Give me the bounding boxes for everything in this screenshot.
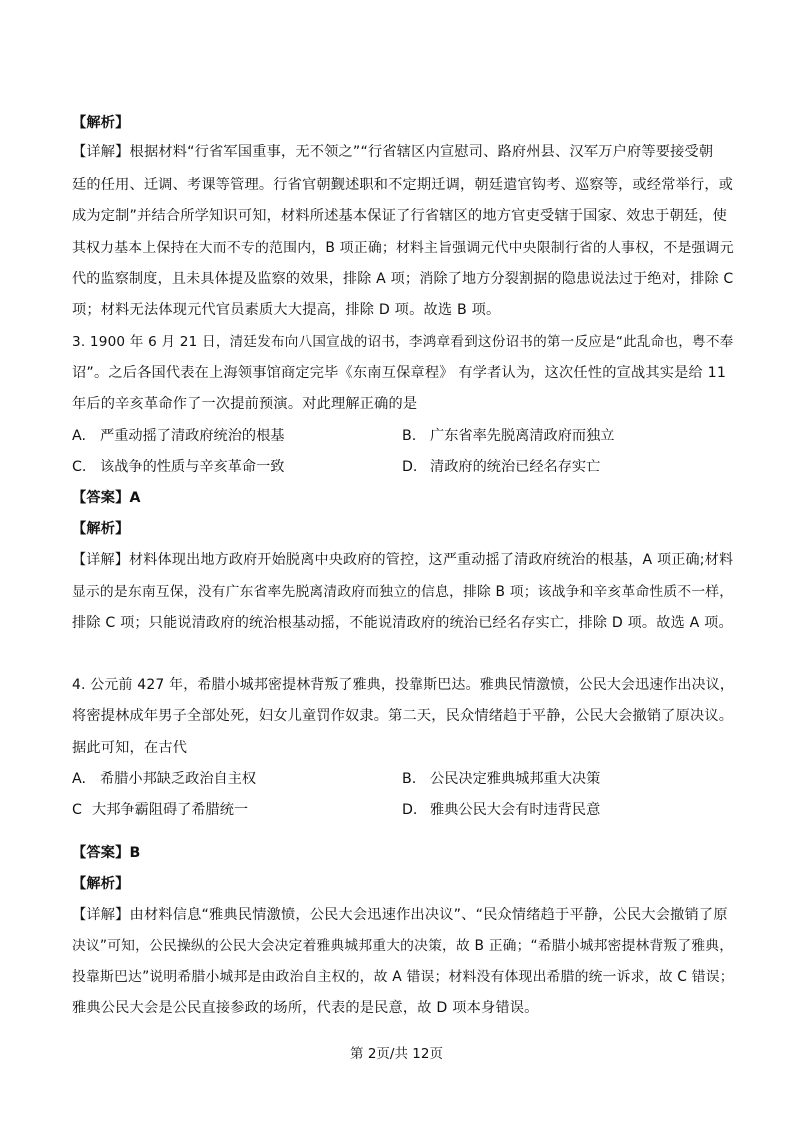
q2-analysis-heading: 【解析】 [72,115,130,131]
option-letter: A. [72,428,86,444]
q3-detail-line: 排除 C 项；只能说清政府的统治根基动摇，不能说清政府的统治已经名存实亡，排除 D 项。故选 A 项。 [72,615,733,631]
q4-option-c [72,801,248,819]
option-letter: D. [402,459,418,475]
q4-answer: 【答案】B [72,845,141,861]
q3-stem-line: 诏”。之后各国代表在上海领事馆商定完毕《东南互保章程》 有学者认为，这次任性的宣战其实是给 11 [72,365,727,381]
q3-detail-line: 【详解】材料体现出地方政府开始脱离中央政府的管控，这严重动摇了清政府统治的根基，A 项正确;材料 [72,552,734,568]
option-letter: C [72,802,82,818]
q2-detail-line: 项；材料无法体现元代官员素质大大提高，排除 D 项。故选 B 项。 [72,302,501,318]
q3-option-c [72,458,284,476]
option-letter: A. [72,771,86,787]
option-text: 雅典公民大会有时违背民意 [430,802,601,818]
option-text: 大邦争霸阻碍了希腊统一 [92,802,249,818]
option-letter: B. [402,428,417,444]
q4-stem-line: 4. 公元前 427 年，希腊小城邦密提林背叛了雅典，投靠斯巴达。雅典民情激愤，公民大会迅速作出决议， [72,677,734,693]
q3-analysis-heading: 【解析】 [72,521,130,537]
option-text: 该战争的性质与辛亥革命一致 [100,459,285,475]
q4-option-a [72,770,256,788]
q3-option-a [72,427,284,445]
option-text: 严重动摇了清政府统治的根基 [100,428,285,444]
q4-detail-line: 投靠斯巴达”说明希腊小城邦是由政治自主权的，故 A 错误；材料没有体现出希腊的统一诉求，故 C 错误； [72,969,734,985]
q4-detail-line: 决议”可知，公民操纵的公民大会决定着雅典城邦重大的决策，故 B 正确；“希腊小城邦密提林背叛了雅典， [72,938,734,954]
q4-stem-line: 据此可知，在古代 [72,740,188,756]
q2-detail-line: 【详解】根据材料“行省军国重事，无不领之”“行省辖区内宣慰司、路府州县、汉军万户府等要接受朝 [72,144,714,160]
q3-option-d [402,458,600,476]
option-text: 广东省率先脱离清政府而独立 [430,428,615,444]
option-letter: B. [402,771,417,787]
q4-option-d [402,801,600,819]
q4-detail-line: 【详解】由材料信息“雅典民情激愤，公民大会迅速作出决议”、“民众情绪趋于平静，公民大会撤销了原 [72,907,728,923]
page-number-footer: 第 2页/共 12页 [350,1046,443,1062]
q3-option-b [402,427,614,445]
q4-stem-line: 将密提林成年男子全部处死，妇女儿童罚作奴隶。第二天，民众情绪趋于平静，公民大会撤销了原决议。 [72,708,734,724]
option-letter: C. [72,459,87,475]
q4-analysis-heading: 【解析】 [72,876,130,892]
option-text: 希腊小邦缺乏政治自主权 [100,771,257,787]
q3-answer: 【答案】A [72,490,141,506]
q3-stem-line: 年后的辛亥革命作了一次提前预演。对此理解正确的是 [72,396,418,412]
q2-detail-line: 其权力基本上保持在大而不专的范围内，B 项正确；材料主旨强调元代中央限制行省的人事权，不是强调元 [72,240,734,256]
option-text: 公民决定雅典城邦重大决策 [430,771,601,787]
q2-detail-line: 成为定制”并结合所学知识可知，材料所述基本保证了行省辖区的地方官吏受辖于国家、效忠于朝廷，使 [72,208,727,224]
option-letter: D. [402,802,418,818]
q4-option-b [402,770,600,788]
q2-detail-line: 廷的任用、迁调、考课等管理。行省官朝觐述职和不定期迁调，朝廷遣官钩考、巡察等，或经常举行，或 [72,177,734,193]
q3-stem-line: 3. 1900 年 6 月 21 日，清廷发布向八国宣战的诏书，李鸿章看到这份诏书的第一反应是“此乱命也，粤不奉 [72,334,734,350]
q3-detail-line: 显示的是东南互保，没有广东省率先脱离清政府而独立的信息，排除 B 项；该战争和辛亥革命性质不一样， [72,584,734,600]
q2-detail-line: 代的监察制度，且未具体提及监察的效果，排除 A 项；消除了地方分裂割据的隐患说法过于绝对，排除 C [72,271,734,287]
q4-detail-line: 雅典公民大会是公民直接参政的场所，代表的是民意，故 D 项本身错误。 [72,1000,539,1016]
option-text: 清政府的统治已经名存实亡 [430,459,601,475]
